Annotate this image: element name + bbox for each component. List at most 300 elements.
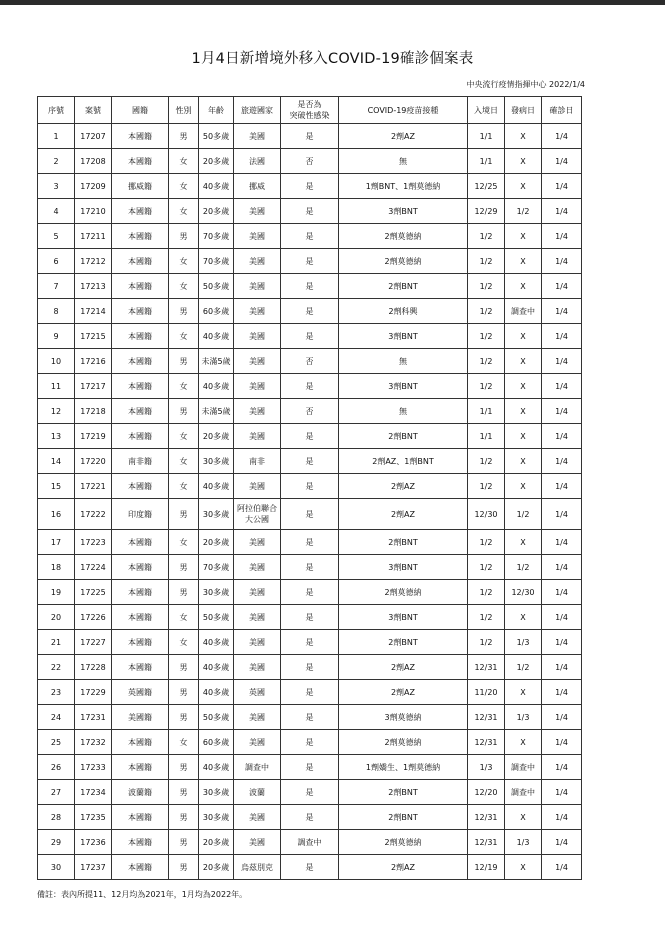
col-case-no-cell: 17222 — [75, 499, 112, 530]
col-confirm-date-cell: 1/4 — [542, 805, 582, 830]
col-entry-date-cell: 12/29 — [468, 199, 505, 224]
col-nationality-cell: 本國籍 — [112, 530, 169, 555]
col-age-cell: 40多歲 — [199, 755, 234, 780]
col-age-cell: 30多歲 — [199, 805, 234, 830]
col-vaccine-cell: 3劑BNT — [339, 324, 468, 349]
col-seq-cell: 7 — [38, 274, 75, 299]
col-travel-country-cell: 美國 — [234, 474, 281, 499]
col-vaccine-header: COVID-19疫苗接種 — [339, 97, 468, 124]
col-age-cell: 20多歲 — [199, 149, 234, 174]
col-seq-cell: 6 — [38, 249, 75, 274]
col-entry-date-cell: 1/2 — [468, 580, 505, 605]
col-age-cell: 20多歲 — [199, 199, 234, 224]
table-row — [38, 474, 582, 499]
col-breakthrough-cell: 是 — [281, 174, 339, 199]
table-row — [38, 705, 582, 730]
col-age-cell: 30多歲 — [199, 780, 234, 805]
col-breakthrough-cell: 是 — [281, 755, 339, 780]
col-travel-country-cell: 美國 — [234, 424, 281, 449]
col-age-header: 年齡 — [199, 97, 234, 124]
col-case-no-cell: 17237 — [75, 855, 112, 880]
col-confirm-date-cell: 1/4 — [542, 555, 582, 580]
col-vaccine-cell: 2劑AZ — [339, 499, 468, 530]
col-age-cell: 40多歲 — [199, 324, 234, 349]
col-seq-cell: 9 — [38, 324, 75, 349]
col-vaccine-cell: 3劑莫德納 — [339, 705, 468, 730]
col-confirm-date-cell: 1/4 — [542, 299, 582, 324]
col-breakthrough-cell: 否 — [281, 349, 339, 374]
col-age-cell: 70多歲 — [199, 249, 234, 274]
col-nationality-cell: 本國籍 — [112, 199, 169, 224]
col-nationality-cell: 本國籍 — [112, 755, 169, 780]
col-seq-cell: 10 — [38, 349, 75, 374]
col-gender-cell: 女 — [169, 530, 199, 555]
col-vaccine-cell: 2劑BNT — [339, 424, 468, 449]
col-breakthrough-header: 是否為 突破性感染 — [281, 97, 339, 124]
table-row — [38, 580, 582, 605]
col-case-no-cell: 17229 — [75, 680, 112, 705]
col-confirm-date-cell: 1/4 — [542, 324, 582, 349]
col-onset-date-cell: 1/2 — [505, 555, 542, 580]
col-vaccine-cell: 2劑莫德納 — [339, 730, 468, 755]
col-seq-cell: 5 — [38, 224, 75, 249]
col-vaccine-cell: 3劑BNT — [339, 605, 468, 630]
col-case-no-cell: 17218 — [75, 399, 112, 424]
col-gender-cell: 男 — [169, 680, 199, 705]
col-gender-header: 性別 — [169, 97, 199, 124]
col-nationality-cell: 本國籍 — [112, 730, 169, 755]
col-seq-cell: 30 — [38, 855, 75, 880]
col-case-no-cell: 17214 — [75, 299, 112, 324]
col-age-cell: 20多歲 — [199, 830, 234, 855]
col-entry-date-cell: 12/30 — [468, 499, 505, 530]
col-vaccine-cell: 1劑嬌生、1劑莫德納 — [339, 755, 468, 780]
table-row — [38, 124, 582, 149]
col-entry-date-cell: 11/20 — [468, 680, 505, 705]
col-age-cell: 50多歲 — [199, 605, 234, 630]
col-travel-country-cell: 美國 — [234, 274, 281, 299]
col-age-cell: 60多歲 — [199, 730, 234, 755]
col-age-cell: 50多歲 — [199, 705, 234, 730]
col-confirm-date-cell: 1/4 — [542, 424, 582, 449]
col-onset-date-cell: X — [505, 399, 542, 424]
col-onset-date-cell: X — [505, 680, 542, 705]
col-breakthrough-cell: 是 — [281, 805, 339, 830]
col-seq-header: 序號 — [38, 97, 75, 124]
col-vaccine-cell: 2劑莫德納 — [339, 249, 468, 274]
col-travel-country-cell: 美國 — [234, 349, 281, 374]
col-travel-country-cell: 美國 — [234, 530, 281, 555]
col-nationality-cell: 本國籍 — [112, 124, 169, 149]
col-travel-country-cell: 法國 — [234, 149, 281, 174]
col-nationality-cell: 本國籍 — [112, 474, 169, 499]
col-travel-country-cell: 美國 — [234, 655, 281, 680]
col-case-no-cell: 17228 — [75, 655, 112, 680]
col-gender-cell: 女 — [169, 424, 199, 449]
col-confirm-date-cell: 1/4 — [542, 174, 582, 199]
col-seq-cell: 27 — [38, 780, 75, 805]
col-confirm-date-cell: 1/4 — [542, 499, 582, 530]
col-gender-cell: 男 — [169, 755, 199, 780]
col-case-no-cell: 17217 — [75, 374, 112, 399]
col-vaccine-cell: 2劑BNT — [339, 805, 468, 830]
col-gender-cell: 男 — [169, 830, 199, 855]
col-case-no-cell: 17226 — [75, 605, 112, 630]
col-case-no-cell: 17233 — [75, 755, 112, 780]
table-row — [38, 374, 582, 399]
col-onset-date-cell: X — [505, 149, 542, 174]
col-gender-cell: 男 — [169, 655, 199, 680]
table-row — [38, 424, 582, 449]
col-travel-country-cell: 美國 — [234, 324, 281, 349]
col-case-no-cell: 17221 — [75, 474, 112, 499]
col-seq-cell: 4 — [38, 199, 75, 224]
col-breakthrough-cell: 是 — [281, 374, 339, 399]
table-row — [38, 324, 582, 349]
col-confirm-date-cell: 1/4 — [542, 124, 582, 149]
table-row — [38, 449, 582, 474]
col-entry-date-cell: 1/2 — [468, 249, 505, 274]
col-onset-date-cell: X — [505, 374, 542, 399]
col-nationality-cell: 挪威籍 — [112, 174, 169, 199]
col-vaccine-cell: 2劑莫德納 — [339, 580, 468, 605]
col-nationality-cell: 本國籍 — [112, 324, 169, 349]
col-vaccine-cell: 2劑AZ — [339, 855, 468, 880]
col-vaccine-cell: 2劑AZ — [339, 124, 468, 149]
col-age-cell: 30多歲 — [199, 580, 234, 605]
top-bar — [0, 0, 665, 5]
col-travel-country-cell: 英國 — [234, 680, 281, 705]
table-row — [38, 499, 582, 530]
col-gender-cell: 男 — [169, 299, 199, 324]
col-breakthrough-cell: 是 — [281, 705, 339, 730]
col-breakthrough-cell: 是 — [281, 580, 339, 605]
col-gender-cell: 男 — [169, 349, 199, 374]
col-confirm-date-cell: 1/4 — [542, 705, 582, 730]
col-case-no-cell: 17210 — [75, 199, 112, 224]
col-vaccine-cell: 2劑AZ — [339, 474, 468, 499]
col-gender-cell: 男 — [169, 805, 199, 830]
col-age-cell: 30多歲 — [199, 449, 234, 474]
col-gender-cell: 男 — [169, 555, 199, 580]
col-nationality-cell: 本國籍 — [112, 224, 169, 249]
col-breakthrough-cell: 是 — [281, 605, 339, 630]
table-row — [38, 349, 582, 374]
col-breakthrough-cell: 是 — [281, 199, 339, 224]
col-gender-cell: 男 — [169, 499, 199, 530]
col-confirm-date-cell: 1/4 — [542, 474, 582, 499]
col-breakthrough-cell: 是 — [281, 299, 339, 324]
table-row — [38, 680, 582, 705]
col-onset-date-cell: X — [505, 605, 542, 630]
table-row — [38, 780, 582, 805]
col-confirm-date-header: 確診日 — [542, 97, 582, 124]
page-title: 1月4日新增境外移入COVID-19確診個案表 — [191, 51, 474, 67]
col-onset-date-cell: X — [505, 855, 542, 880]
col-entry-date-cell: 1/1 — [468, 124, 505, 149]
col-case-no-cell: 17216 — [75, 349, 112, 374]
col-nationality-cell: 南非籍 — [112, 449, 169, 474]
col-entry-date-cell: 1/2 — [468, 555, 505, 580]
col-age-cell: 70多歲 — [199, 555, 234, 580]
col-breakthrough-cell: 否 — [281, 399, 339, 424]
col-nationality-cell: 本國籍 — [112, 374, 169, 399]
table-row — [38, 399, 582, 424]
col-gender-cell: 男 — [169, 224, 199, 249]
col-gender-cell: 女 — [169, 449, 199, 474]
col-nationality-cell: 波蘭籍 — [112, 780, 169, 805]
table-row — [38, 274, 582, 299]
col-age-cell: 30多歲 — [199, 499, 234, 530]
col-onset-date-cell: X — [505, 805, 542, 830]
col-nationality-cell: 本國籍 — [112, 555, 169, 580]
col-entry-date-cell: 1/2 — [468, 474, 505, 499]
col-age-cell: 40多歲 — [199, 680, 234, 705]
col-nationality-cell: 本國籍 — [112, 399, 169, 424]
col-entry-date-cell: 1/2 — [468, 224, 505, 249]
col-nationality-cell: 本國籍 — [112, 249, 169, 274]
table-header — [38, 97, 582, 124]
col-case-no-cell: 17225 — [75, 580, 112, 605]
col-case-no-cell: 17232 — [75, 730, 112, 755]
col-gender-cell: 男 — [169, 399, 199, 424]
col-gender-cell: 女 — [169, 249, 199, 274]
col-vaccine-cell: 1劑BNT、1劑莫德納 — [339, 174, 468, 199]
col-confirm-date-cell: 1/4 — [542, 224, 582, 249]
col-travel-country-cell: 美國 — [234, 830, 281, 855]
col-onset-date-cell: 1/3 — [505, 830, 542, 855]
col-gender-cell: 女 — [169, 730, 199, 755]
col-gender-cell: 女 — [169, 174, 199, 199]
col-confirm-date-cell: 1/4 — [542, 730, 582, 755]
table-row — [38, 530, 582, 555]
col-gender-cell: 男 — [169, 855, 199, 880]
col-seq-cell: 2 — [38, 149, 75, 174]
col-entry-date-cell: 12/19 — [468, 855, 505, 880]
col-vaccine-cell: 無 — [339, 399, 468, 424]
col-onset-date-cell: 1/3 — [505, 630, 542, 655]
col-nationality-cell: 本國籍 — [112, 149, 169, 174]
col-travel-country-cell: 美國 — [234, 374, 281, 399]
col-breakthrough-cell: 是 — [281, 324, 339, 349]
col-confirm-date-cell: 1/4 — [542, 655, 582, 680]
col-travel-country-cell: 美國 — [234, 224, 281, 249]
col-case-no-cell: 17227 — [75, 630, 112, 655]
col-travel-country-cell: 美國 — [234, 605, 281, 630]
col-travel-country-cell: 美國 — [234, 580, 281, 605]
col-onset-date-cell: X — [505, 530, 542, 555]
col-entry-date-cell: 12/20 — [468, 780, 505, 805]
col-nationality-cell: 英國籍 — [112, 680, 169, 705]
table-row — [38, 605, 582, 630]
table-row — [38, 755, 582, 780]
col-entry-date-cell: 12/31 — [468, 655, 505, 680]
col-case-no-cell: 17215 — [75, 324, 112, 349]
table-row — [38, 630, 582, 655]
col-entry-date-cell: 1/2 — [468, 374, 505, 399]
col-seq-cell: 21 — [38, 630, 75, 655]
col-entry-date-cell: 12/31 — [468, 705, 505, 730]
col-breakthrough-cell: 是 — [281, 530, 339, 555]
col-nationality-cell: 美國籍 — [112, 705, 169, 730]
col-case-no-cell: 17223 — [75, 530, 112, 555]
col-travel-country-cell: 美國 — [234, 730, 281, 755]
col-vaccine-cell: 2劑莫德納 — [339, 830, 468, 855]
case-table — [37, 96, 582, 880]
table-row — [38, 224, 582, 249]
col-travel-country-cell: 美國 — [234, 299, 281, 324]
col-gender-cell: 女 — [169, 374, 199, 399]
col-seq-cell: 1 — [38, 124, 75, 149]
col-age-cell: 20多歲 — [199, 855, 234, 880]
col-seq-cell: 16 — [38, 499, 75, 530]
col-confirm-date-cell: 1/4 — [542, 755, 582, 780]
col-gender-cell: 女 — [169, 199, 199, 224]
table-row — [38, 299, 582, 324]
col-seq-cell: 12 — [38, 399, 75, 424]
col-age-cell: 50多歲 — [199, 124, 234, 149]
col-breakthrough-cell: 是 — [281, 124, 339, 149]
col-age-cell: 40多歲 — [199, 630, 234, 655]
col-breakthrough-cell: 是 — [281, 780, 339, 805]
col-confirm-date-cell: 1/4 — [542, 149, 582, 174]
col-seq-cell: 8 — [38, 299, 75, 324]
col-confirm-date-cell: 1/4 — [542, 274, 582, 299]
col-onset-date-cell: X — [505, 349, 542, 374]
col-nationality-cell: 本國籍 — [112, 580, 169, 605]
col-age-cell: 20多歲 — [199, 424, 234, 449]
col-confirm-date-cell: 1/4 — [542, 830, 582, 855]
footnote: 備註：表內所提11、12月均為2021年，1月均為2022年。 — [37, 890, 248, 899]
col-case-no-cell: 17213 — [75, 274, 112, 299]
col-onset-date-cell: 1/3 — [505, 705, 542, 730]
col-travel-country-cell: 美國 — [234, 199, 281, 224]
col-confirm-date-cell: 1/4 — [542, 199, 582, 224]
col-seq-cell: 13 — [38, 424, 75, 449]
col-seq-cell: 24 — [38, 705, 75, 730]
col-breakthrough-cell: 是 — [281, 424, 339, 449]
col-confirm-date-cell: 1/4 — [542, 855, 582, 880]
col-entry-date-cell: 1/3 — [468, 755, 505, 780]
col-confirm-date-cell: 1/4 — [542, 580, 582, 605]
col-nationality-cell: 本國籍 — [112, 630, 169, 655]
col-confirm-date-cell: 1/4 — [542, 399, 582, 424]
col-age-cell: 60多歲 — [199, 299, 234, 324]
col-breakthrough-cell: 是 — [281, 855, 339, 880]
col-entry-date-cell: 1/2 — [468, 630, 505, 655]
col-vaccine-cell: 2劑莫德納 — [339, 224, 468, 249]
col-breakthrough-cell: 調查中 — [281, 830, 339, 855]
table-row — [38, 199, 582, 224]
col-onset-date-cell: X — [505, 730, 542, 755]
col-travel-country-cell: 美國 — [234, 805, 281, 830]
col-travel-country-cell: 美國 — [234, 249, 281, 274]
col-age-cell: 70多歲 — [199, 224, 234, 249]
col-breakthrough-cell: 是 — [281, 730, 339, 755]
col-breakthrough-cell: 是 — [281, 449, 339, 474]
col-seq-cell: 25 — [38, 730, 75, 755]
col-travel-country-cell: 南非 — [234, 449, 281, 474]
col-seq-cell: 11 — [38, 374, 75, 399]
col-gender-cell: 女 — [169, 149, 199, 174]
col-case-no-cell: 17220 — [75, 449, 112, 474]
col-case-no-cell: 17235 — [75, 805, 112, 830]
col-case-no-cell: 17231 — [75, 705, 112, 730]
col-age-cell: 40多歲 — [199, 655, 234, 680]
col-nationality-cell: 本國籍 — [112, 605, 169, 630]
col-age-cell: 40多歲 — [199, 474, 234, 499]
col-case-no-cell: 17224 — [75, 555, 112, 580]
col-seq-cell: 19 — [38, 580, 75, 605]
col-onset-date-cell: 調查中 — [505, 780, 542, 805]
col-breakthrough-cell: 是 — [281, 630, 339, 655]
col-onset-date-cell: X — [505, 449, 542, 474]
table-row — [38, 174, 582, 199]
col-onset-date-cell: 調查中 — [505, 299, 542, 324]
col-seq-cell: 18 — [38, 555, 75, 580]
source-line: 中央流行疫情指揮中心 2022/1/4 — [466, 80, 585, 89]
col-onset-date-cell: X — [505, 324, 542, 349]
col-case-no-cell: 17209 — [75, 174, 112, 199]
col-onset-date-cell: X — [505, 474, 542, 499]
col-age-cell: 50多歲 — [199, 274, 234, 299]
col-confirm-date-cell: 1/4 — [542, 449, 582, 474]
col-case-no-header: 案號 — [75, 97, 112, 124]
col-onset-date-cell: X — [505, 249, 542, 274]
col-entry-date-cell: 1/2 — [468, 449, 505, 474]
col-nationality-header: 國籍 — [112, 97, 169, 124]
col-seq-cell: 26 — [38, 755, 75, 780]
col-travel-country-cell: 美國 — [234, 630, 281, 655]
col-confirm-date-cell: 1/4 — [542, 374, 582, 399]
col-breakthrough-cell: 是 — [281, 249, 339, 274]
table-row — [38, 730, 582, 755]
col-vaccine-cell: 2劑BNT — [339, 530, 468, 555]
table-row — [38, 149, 582, 174]
col-gender-cell: 女 — [169, 605, 199, 630]
col-travel-country-cell: 美國 — [234, 124, 281, 149]
col-breakthrough-cell: 是 — [281, 224, 339, 249]
col-age-cell: 40多歲 — [199, 374, 234, 399]
col-travel-country-cell: 美國 — [234, 555, 281, 580]
col-seq-cell: 28 — [38, 805, 75, 830]
col-travel-country-cell: 美國 — [234, 399, 281, 424]
col-seq-cell: 14 — [38, 449, 75, 474]
col-breakthrough-cell: 是 — [281, 474, 339, 499]
col-gender-cell: 男 — [169, 580, 199, 605]
col-onset-date-cell: 1/2 — [505, 499, 542, 530]
col-age-cell: 20多歲 — [199, 530, 234, 555]
col-onset-date-cell: X — [505, 224, 542, 249]
col-breakthrough-cell: 是 — [281, 655, 339, 680]
col-case-no-cell: 17234 — [75, 780, 112, 805]
col-travel-country-cell: 烏茲別克 — [234, 855, 281, 880]
header-row — [38, 97, 582, 124]
col-vaccine-cell: 2劑BNT — [339, 630, 468, 655]
col-nationality-cell: 本國籍 — [112, 299, 169, 324]
table-row — [38, 655, 582, 680]
col-seq-cell: 20 — [38, 605, 75, 630]
col-case-no-cell: 17208 — [75, 149, 112, 174]
col-onset-date-header: 發病日 — [505, 97, 542, 124]
col-seq-cell: 17 — [38, 530, 75, 555]
col-vaccine-cell: 2劑AZ — [339, 680, 468, 705]
col-vaccine-cell: 2劑BNT — [339, 780, 468, 805]
col-case-no-cell: 17236 — [75, 830, 112, 855]
col-travel-country-cell: 阿拉伯聯合 大公國 — [234, 499, 281, 530]
col-vaccine-cell: 2劑AZ — [339, 655, 468, 680]
col-vaccine-cell: 3劑BNT — [339, 199, 468, 224]
